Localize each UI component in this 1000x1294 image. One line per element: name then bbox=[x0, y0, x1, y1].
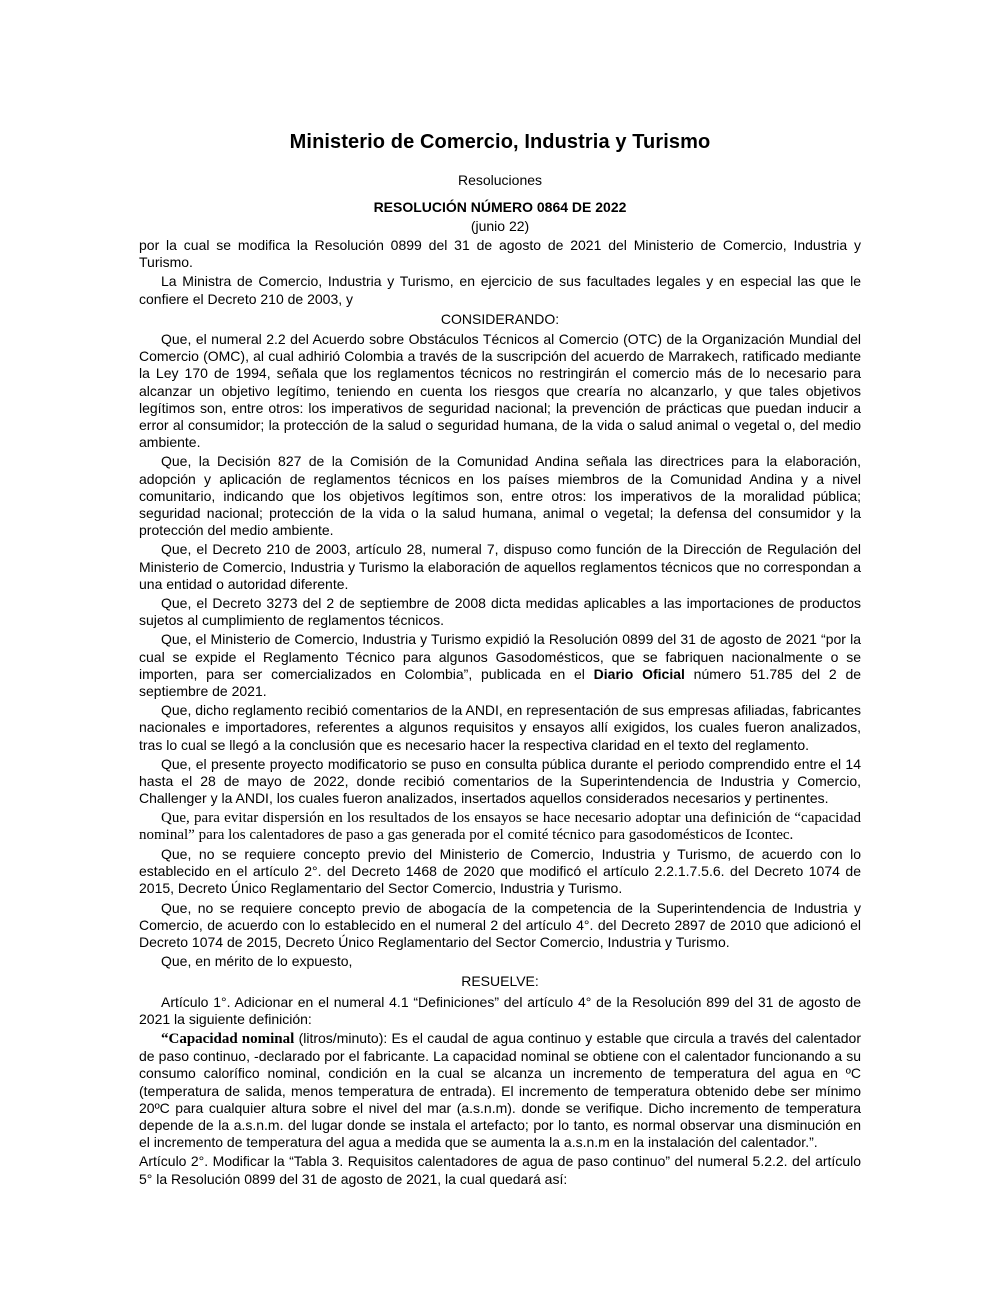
considering-paragraph-2: Que, la Decisión 827 de la Comisión de la Comunidad Andina señala las directrices para la elaboración, adopción y aplicación de reglamentos técnicos en los países miembros de la Comunidad Andina y a nivel comunitario, indicando que los objetivos legítimos son, entre otros: los imperativos de la moralidad pública; seguridad nacional; protección de la vida o la salud humana, animal o vegetal; la defensa del consumidor y la protección del medio ambiente. bbox=[139, 453, 861, 539]
resolution-title: RESOLUCIÓN NÚMERO 0864 DE 2022 bbox=[373, 199, 627, 215]
resolution-date: (junio 22) bbox=[470, 218, 530, 234]
document-body bbox=[139, 237, 861, 1190]
definition-paragraph bbox=[139, 1030, 861, 1151]
resuelve-heading: RESUELVE: bbox=[461, 973, 539, 990]
considering-paragraph-6: Que, dicho reglamento recibió comentarios de la ANDI, en representación de sus empresas afiliadas, fabricantes nacionales e importadores, referentes a algunos requisitos y ensayos allí exigidos, los cuales fueron analizados, tras lo cual se llegó a la conclusión que es necesario hacer la respectiva claridad en el texto del reglamento. bbox=[139, 702, 861, 753]
article-2-paragraph: Artículo 2°. Modificar la “Tabla 3. Requisitos calentadores de agua de paso continuo” del numeral 5.2.2. del artículo 5° la Resolución 0899 del 31 de agosto de 2021, la cual quedará así: bbox=[139, 1153, 861, 1187]
definition-text: (litros/minuto): Es el caudal de agua continuo y estable que circula a través del calentador de paso continuo, -declarado por el fabricante. La capacidad nominal se obtiene con el calentador funcionando a su consumo calorífico nominal, condición en la cual se alcanza un incremento de temperatura del agua en ºC (temperatura de salida, menos temperatura de entrada). El incremento de temperatura obtenido debe ser mínimo 20ºC para cualquier altura sobre el nivel del mar (a.s.n.m). donde se verifique. Dicho incremento de temperatura depende de la a.s.n.m. del lugar donde se instala el artefacto; por lo tanto, es normal observar una disminución en el incremento de temperatura del agua a medida que se aumenta la a.s.n.m en la instalación del calentador.”. bbox=[139, 1029, 862, 1151]
considering-paragraph-4: Que, el Decreto 3273 del 2 de septiembre de 2008 dicta medidas aplicables a las importaciones de productos sujetos al cumplimiento de reglamentos técnicos. bbox=[139, 595, 861, 629]
ministry-title: Ministerio de Comercio, Industria y Turismo bbox=[289, 131, 711, 153]
paragraph-5-text: Que, el Ministerio de Comercio, Industria y Turismo expidió la Resolución 0899 del 31 de agosto de 2021 “por la cual se expide el Reglamento Técnico para algunos Gasodomésticos, que se fabriquen nacionalmente o se importen, para ser comercializados en Colombia”, publicada en el bbox=[139, 631, 861, 682]
considerando-heading: CONSIDERANDO: bbox=[440, 310, 560, 327]
considering-paragraph-9: Que, no se requiere concepto previo del Ministerio de Comercio, Industria y Turismo, de acuerdo con lo establecido en el artículo 2°. del Decreto 1468 de 2020 que modificó el artículo 2.2.1.7.5.6. del Decreto 1074 de 2015, Decreto Único Reglamentario del Sector Comercio, Industria y Turismo. bbox=[139, 845, 861, 897]
considering-paragraph-5 bbox=[139, 631, 861, 700]
definition-term: “Capacidad nominal bbox=[161, 1030, 295, 1047]
section-label: Resoluciones bbox=[457, 172, 543, 188]
considering-paragraph-10: Que, no se requiere concepto previo de abogacía de la competencia de la Superintendencia de Industria y Comercio, de acuerdo con lo establecido en el numeral 2 del artículo 4°. del Decreto 2897 de 2010 que adicionó el Decreto 1074 de 2015, Decreto Único Reglamentario del Sector Comercio, Industria y Turismo. bbox=[139, 899, 861, 950]
paragraph-5-tail: número 51.785 del 2 de septiembre de 2021. bbox=[139, 665, 862, 700]
article-1-paragraph: Artículo 1°. Adicionar en el numeral 4.1 “Definiciones” del artículo 4° de la Resolución 899 del 31 de agosto de 2021 la siguiente definición: bbox=[139, 993, 861, 1027]
diario-oficial-label: Diario Oficial bbox=[593, 665, 685, 682]
preamble-paragraph: La Ministra de Comercio, Industria y Turismo, en ejercicio de sus facultades legales y en especial las que le confiere el Decreto 210 de 2003, y bbox=[139, 273, 861, 307]
considering-paragraph-1: Que, el numeral 2.2 del Acuerdo sobre Obstáculos Técnicos al Comercio (OTC) de la Organización Mundial del Comercio (OMC), al cual adhirió Colombia a través de la suscripción del acuerdo de Marrakech, ratificado mediante la Ley 170 de 1994, señala que los reglamentos técnicos no restringirán el comercio más de lo necesario para alcanzar un objetivo legítimo, teniendo en cuenta los riesgos que crearía no alcanzarlo, y que tales objetivos legítimos son, entre otros: los imperativos de seguridad nacional; la prevención de prácticas que puedan inducir a error al consumidor; la protección de la salud o seguridad humana, de la vida o salud animal o vegetal o, del medio ambiente. bbox=[139, 331, 861, 451]
considering-paragraph-7: Que, el presente proyecto modificatorio se puso en consulta pública durante el periodo comprendido entre el 14 hasta el 28 de mayo de 2022, donde recibió comentarios de la Superintendencia de Industria y Comercio, Challenger y la ANDI, los cuales fueron analizados, insertados aquellos considerados necesarios y pertinentes. bbox=[139, 755, 861, 807]
intro-paragraph: por la cual se modifica la Resolución 0899 del 31 de agosto de 2021 del Ministerio de Comercio, Industria y Turismo. bbox=[139, 237, 861, 271]
considering-paragraph-11: Que, en mérito de lo expuesto, bbox=[161, 953, 353, 970]
considering-paragraph-8: Que, para evitar dispersión en los resultados de los ensayos se hace necesario adoptar una definición de “capacidad nominal” para los calentadores de paso a gas generada por el comité técnico para gasodomésticos de Icontec. bbox=[139, 809, 861, 843]
considering-paragraph-3: Que, el Decreto 210 de 2003, artículo 28, numeral 7, dispuso como función de la Dirección de Regulación del Ministerio de Comercio, Industria y Turismo la elaboración de aquellos reglamentos técnicos que no correspondan a una entidad o autoridad diferente. bbox=[139, 541, 861, 592]
